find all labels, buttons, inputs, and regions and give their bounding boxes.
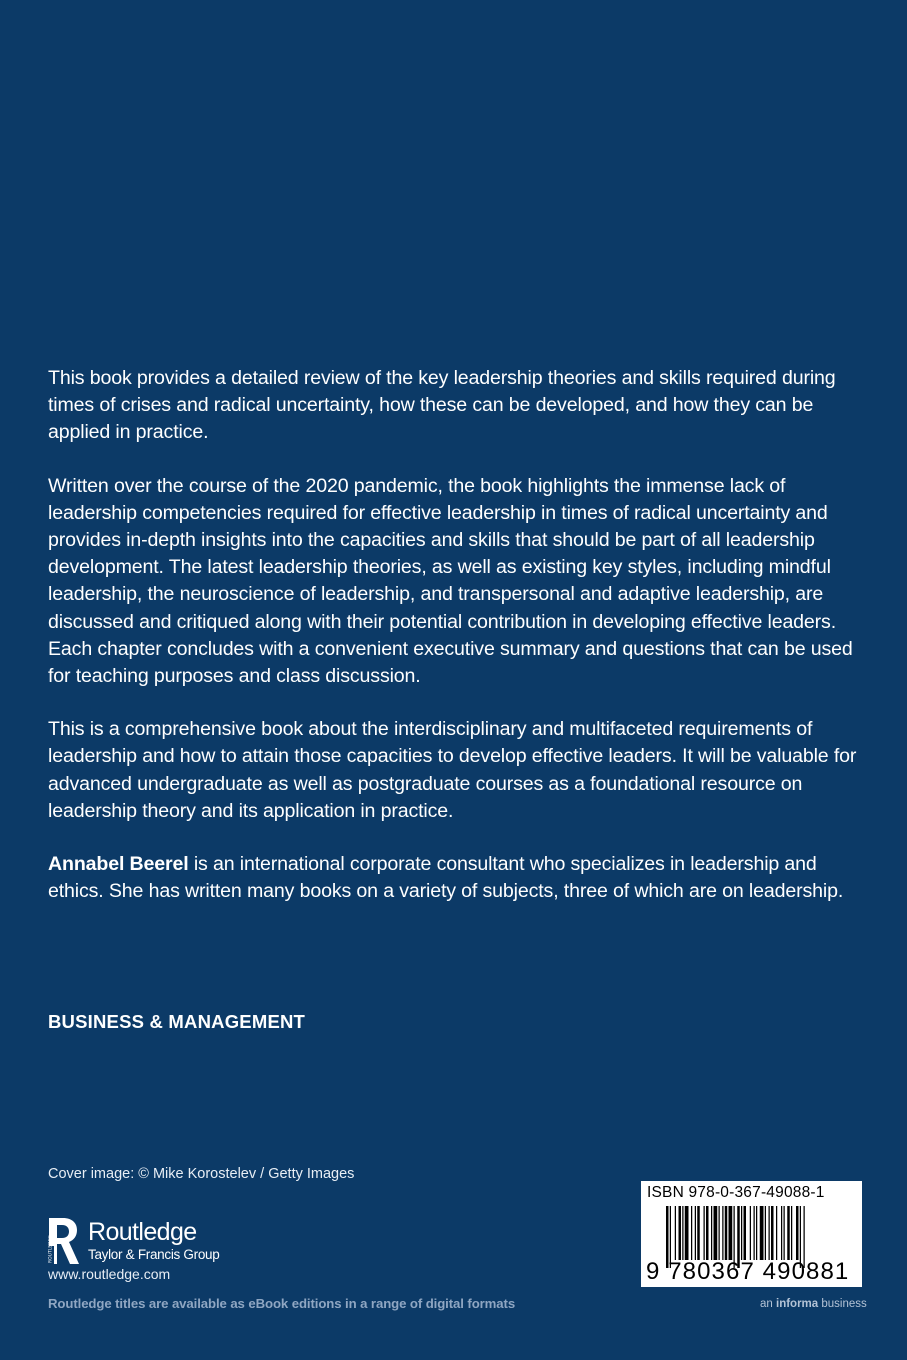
barcode-bar [725, 1206, 728, 1260]
barcode-bar [769, 1206, 770, 1260]
barcode-bar [675, 1206, 676, 1260]
barcode-bar [787, 1206, 790, 1260]
blurb [48, 365, 863, 905]
blurb-paragraph-3: This is a comprehensive book about the interdisciplinary and multifaceted requirements of leadership and how to attain those capacities to develop effective leaders. It will be valuable for advanced undergraduate as well as postgraduate courses as a foundational resource on leadership theory and its application in practice. [48, 718, 857, 822]
routledge-logo-icon [46, 1216, 82, 1266]
barcode-bar [722, 1206, 723, 1260]
barcode-bar [691, 1206, 692, 1260]
blurb-paragraph-1: This book provides a detailed review of the key leadership theories and skills required during times of crises and radical uncertainty, how these can be developed, and how they can be applied in practice. [48, 367, 836, 444]
isbn-barcode [641, 1181, 862, 1287]
barcode-bar [682, 1206, 683, 1260]
svg-text:ROUTLEDGE: ROUTLEDGE [48, 1235, 54, 1263]
barcode-bar [711, 1206, 712, 1260]
barcode-bar [704, 1206, 705, 1260]
barcode-bar [771, 1206, 774, 1260]
barcode-bar [781, 1206, 782, 1260]
barcode-bar [729, 1206, 733, 1260]
barcode-bar [796, 1206, 799, 1260]
barcode-bar [754, 1206, 755, 1260]
barcode-bar [756, 1206, 757, 1260]
author-name: Annabel Beerel [48, 853, 189, 876]
barcode-bar [685, 1206, 689, 1260]
barcode-bar [741, 1206, 742, 1260]
informa-prefix: an [760, 1298, 776, 1310]
publisher-url[interactable]: www.routledge.com [48, 1266, 171, 1282]
barcode-bar [679, 1206, 682, 1260]
blurb-paragraph-2: Written over the course of the 2020 pandemic, the book highlights the immense lack of leadership competencies required for effective leadership in times of radical uncertainty and provides in-depth insights into the capacities and skills that should be part of all leadership development. The latest leadership theories, as well as existing key styles, including mindful leadership, the neuroscience of leadership, and transpersonal and adaptive leadership, are discussed and critiqued along with their potential contribution in developing effective leaders. Each chapter concludes with a convenient executive summary and questions that can be used for teaching purposes and class discussion. [48, 474, 853, 688]
barcode-bar [695, 1206, 696, 1260]
barcode-bar [706, 1206, 709, 1260]
publisher-block [46, 1215, 306, 1267]
barcode-bar [714, 1206, 718, 1260]
barcode-bar [760, 1206, 764, 1260]
barcode-bar [784, 1206, 785, 1260]
author-bio [48, 851, 863, 905]
informa-business-mark [760, 1298, 867, 1310]
author-bio-text: is an international corporate consultant who specializes in leadership and ethics. She has written many books on a variety of subjects, three of which are on leadership. [48, 853, 844, 903]
publisher-group: Taylor & Francis Group [88, 1247, 220, 1262]
barcode-bar [697, 1206, 700, 1260]
barcode-bar [776, 1206, 777, 1260]
publisher-name: Routledge [88, 1218, 197, 1246]
barcode-bar [750, 1206, 751, 1260]
informa-suffix: business [818, 1298, 867, 1310]
barcode-bar [744, 1206, 747, 1260]
barcode-bar [791, 1206, 792, 1260]
cover-image-credit: Cover image: © Mike Korostelev / Getty Images [48, 1166, 355, 1182]
informa-brand: informa [776, 1298, 819, 1310]
ebook-note: Routledge titles are available as eBook editions in a range of digital formats [48, 1296, 516, 1311]
barcode-bar [719, 1206, 720, 1260]
isbn-label: ISBN 978-0-367-49088-1 [647, 1184, 825, 1201]
barcode-digits: 9 780367 490881 [646, 1258, 850, 1285]
subject-category: BUSINESS & MANAGEMENT [48, 1011, 306, 1032]
barcode-bar [765, 1206, 766, 1260]
